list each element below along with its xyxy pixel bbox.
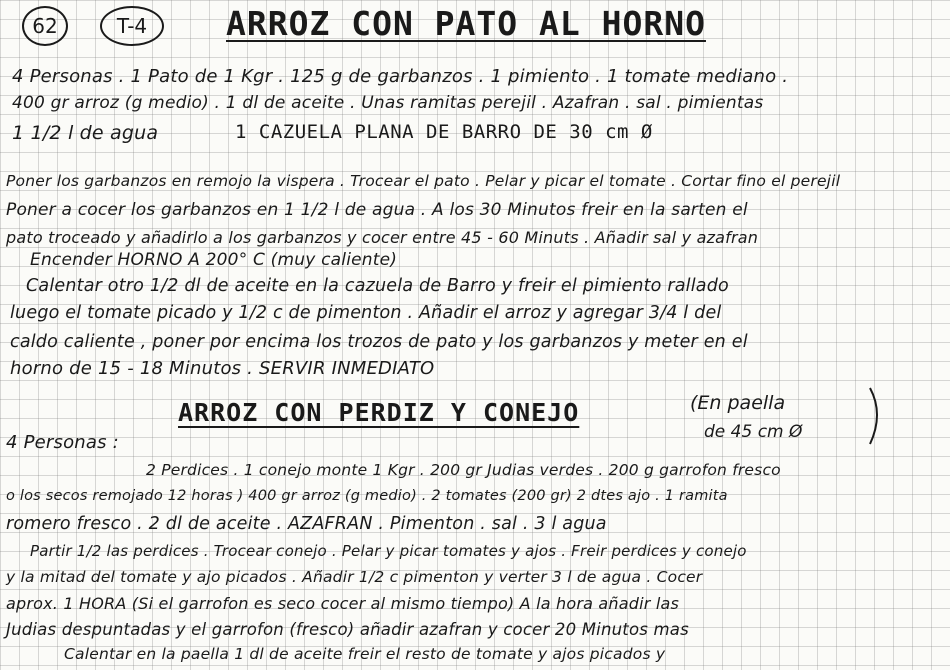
recipe1-step-5: Calentar otro 1/2 dl de aceite en la cazuela de Barro y freir el pimiento rallado	[26, 276, 729, 296]
recipe1-step-6: luego el tomate picado y 1/2 c de pimenton . Añadir el arroz y agregar 3/4 l del	[10, 303, 722, 323]
page-number-circle	[22, 6, 68, 46]
recipe1-step-3: pato troceado y añadirlo a los garbanzos y cocer entre 45 - 60 Minuts . Añadir sal y azafran	[6, 228, 759, 247]
paella-note-line-2: de 45 cm Ø	[704, 422, 803, 442]
recipe1-vessel: 1 CAZUELA PLANA DE BARRO DE 30 cm Ø	[235, 121, 653, 143]
recipe1-step-7: caldo caliente , poner por encima los trozos de pato y los garbanzos y meter en el	[10, 332, 748, 352]
paella-note-line-1: (En paella	[690, 392, 786, 414]
recipe1-step-8: horno de 15 - 18 Minutos . SERVIR INMEDIATO	[10, 358, 435, 379]
paella-note	[686, 384, 886, 448]
recipe2-line-8: Judias despuntadas y el garrofon (fresco) añadir azafran y cocer 20 Minutos mas	[6, 620, 689, 639]
recipe2-title: ARROZ CON PERDIZ Y CONEJO	[178, 398, 580, 427]
recipe1-title: ARROZ CON PATO AL HORNO	[226, 4, 706, 43]
recipe-code: T-4	[116, 14, 148, 38]
recipe1-step-2: Poner a cocer los garbanzos en 1 1/2 l de agua . A los 30 Minutos freir en la sarten el	[6, 200, 748, 220]
recipe2-line-7: aprox. 1 HORA (Si el garrofon es seco cocer al mismo tiempo) A la hora añadir las	[6, 594, 680, 613]
recipe2-line-2: 2 Perdices . 1 conejo monte 1 Kgr . 200 gr Judias verdes . 200 g garrofon fresco	[146, 461, 781, 479]
recipe2-line-6: y la mitad del tomate y ajo picados . Añadir 1/2 c pimenton y verter 3 l de agua . Cocer	[6, 568, 703, 586]
recipe2-line-4: romero fresco . 2 dl de aceite . AZAFRAN . Pimenton . sal . 3 l agua	[6, 514, 607, 534]
recipe1-ingredients-line-1: 4 Personas . 1 Pato de 1 Kgr . 125 g de garbanzos . 1 pimiento . 1 tomate mediano .	[12, 66, 789, 87]
recipe1-step-1: Poner los garbanzos en remojo la vispera . Trocear el pato . Pelar y picar el tomate . Cortar fino el perejil	[6, 172, 841, 190]
recipe1-step-4: Encender HORNO A 200° C (muy caliente)	[30, 250, 398, 270]
recipe1-ingredients-line-3: 1 1/2 l de agua	[12, 122, 159, 144]
recipe-code-circle	[100, 6, 164, 46]
recipe2-line-1: 4 Personas :	[6, 432, 119, 453]
recipe2-line-9: Calentar en la paella 1 dl de aceite freir el resto de tomate y ajos picados y	[64, 645, 666, 663]
recipe1-ingredients-line-2: 400 gr arroz (g medio) . 1 dl de aceite . Unas ramitas perejil . Azafran . sal . pimientas	[12, 93, 764, 113]
page-number: 62	[32, 14, 58, 38]
recipe2-line-3: o los secos remojado 12 horas ) 400 gr arroz (g medio) . 2 tomates (200 gr) 2 dtes ajo . 1 ramita	[6, 488, 728, 504]
recipe2-line-5: Partir 1/2 las perdices . Trocear conejo . Pelar y picar tomates y ajos . Freir perdices y conejo	[30, 542, 747, 560]
